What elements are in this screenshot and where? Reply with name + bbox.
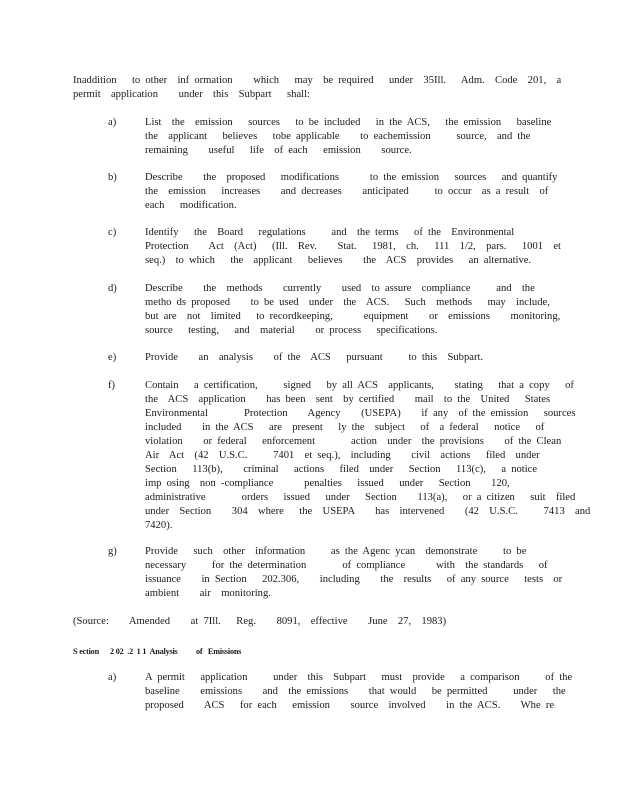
text-line: Describe the proposed modifications to the emission sources and quantify (145, 172, 558, 183)
text-line: Section 113(b), criminal actions filed under Section 113(c), a notice (145, 464, 538, 475)
text-line: administrative orders issued under Section 113(a), or a citizen suit filed (145, 492, 576, 503)
text-line: Provide such other information as the Agenc ycan demonstrate to be (145, 546, 527, 557)
list-item-label: d) (108, 283, 117, 294)
list-item-label: c) (108, 227, 117, 238)
text-line: Protection Act (Act) (Ill. Rev. Stat. 1981, ch. 111 1/2, pars. 1001 et (145, 241, 562, 252)
list-item-label: e) (108, 352, 117, 363)
text-line: Inaddition to other inf ormation which may be required under 35Ill. Adm. Code 201, a (73, 75, 562, 86)
text-line: the emission increases and decreases anticipated to occur as a result of (145, 186, 549, 197)
list-item-text (145, 671, 573, 713)
list-item-label: b) (108, 172, 117, 183)
text-line: imp osing non -compliance penalties issued under Section 120, (145, 478, 510, 489)
intro-paragraph (73, 74, 562, 102)
text-line: each modification. (145, 200, 237, 211)
text-line: Identify the Board regulations and the terms of the Environmental (145, 227, 515, 238)
text-line: Provide an analysis of the ACS pursuant to this Subpart. (145, 352, 484, 363)
list-item-label: a) (108, 117, 117, 128)
text-line: the ACS application has been sent by certified mail to the United States (145, 394, 551, 405)
text-line: Air Act (42 U.S.C. 7401 et seq.), including civil actions filed under (145, 450, 540, 461)
list-item-text (145, 351, 505, 365)
text-line: violation or federal enforcement action under the provisions of the Clean (145, 436, 562, 447)
text-line: permit application under this Subpart shall: (73, 89, 310, 100)
text-line: A permit application under this Subpart must provide a comparison of the (145, 672, 573, 683)
text-line: Contain a certification, signed by all ACS applicants, stating that a copy of (145, 380, 574, 391)
text-line: remaining useful life of each emission source. (145, 145, 412, 156)
list-item-label: a) (108, 672, 117, 683)
text-line: included in the ACS are present ly the subject of a federal notice of (145, 422, 545, 433)
text-line: baseline emissions and the emissions that would be permitted under the (145, 686, 566, 697)
text-line: but are not limited to recordkeeping, equipment or emissions monitoring, (145, 311, 561, 322)
text-line: metho ds proposed to be used under the ACS. Such methods may include, (145, 297, 550, 308)
text-line: proposed ACS for each emission source involved in the ACS. Whe re (145, 700, 555, 711)
text-line: Environmental Protection Agency (USEPA) if any of the emission sources (145, 408, 576, 419)
text-line: source testing, and material or process specifications. (145, 325, 438, 336)
list-item-text (145, 226, 562, 268)
text-line: List the emission sources to be included in the ACS, the emission baseline (145, 117, 552, 128)
list-item-text (145, 116, 552, 158)
text-line: ambient air monitoring. (145, 588, 271, 599)
text-line: issuance in Section 202.306, including the results of any source tests or (145, 574, 563, 585)
list-item-text (145, 171, 558, 213)
list-item-label: g) (108, 546, 117, 557)
list-item-text (145, 379, 591, 533)
list-item-label: f) (108, 380, 116, 391)
section-heading: S ection 2 02 .2 1 1 Analysis of Emissions (73, 647, 242, 656)
text-line: Describe the methods currently used to assure compliance and the (145, 283, 535, 294)
list-item-text (145, 282, 561, 338)
text-line: 7420). (145, 520, 173, 531)
list-item-text (145, 545, 563, 601)
source-note: (Source: Amended at 7Ill. Reg. 8091, effective June 27, 1983) (73, 616, 447, 627)
text-line: under Section 304 where the USEPA has intervened (42 U.S.C. 7413 and (145, 506, 591, 517)
text-line: seq.) to which the applicant believes the ACS provides an alternative. (145, 255, 532, 266)
text-line: necessary for the determination of compliance with the standards of (145, 560, 548, 571)
text-line: the applicant believes tobe applicable to eachemission source, and the (145, 131, 531, 142)
